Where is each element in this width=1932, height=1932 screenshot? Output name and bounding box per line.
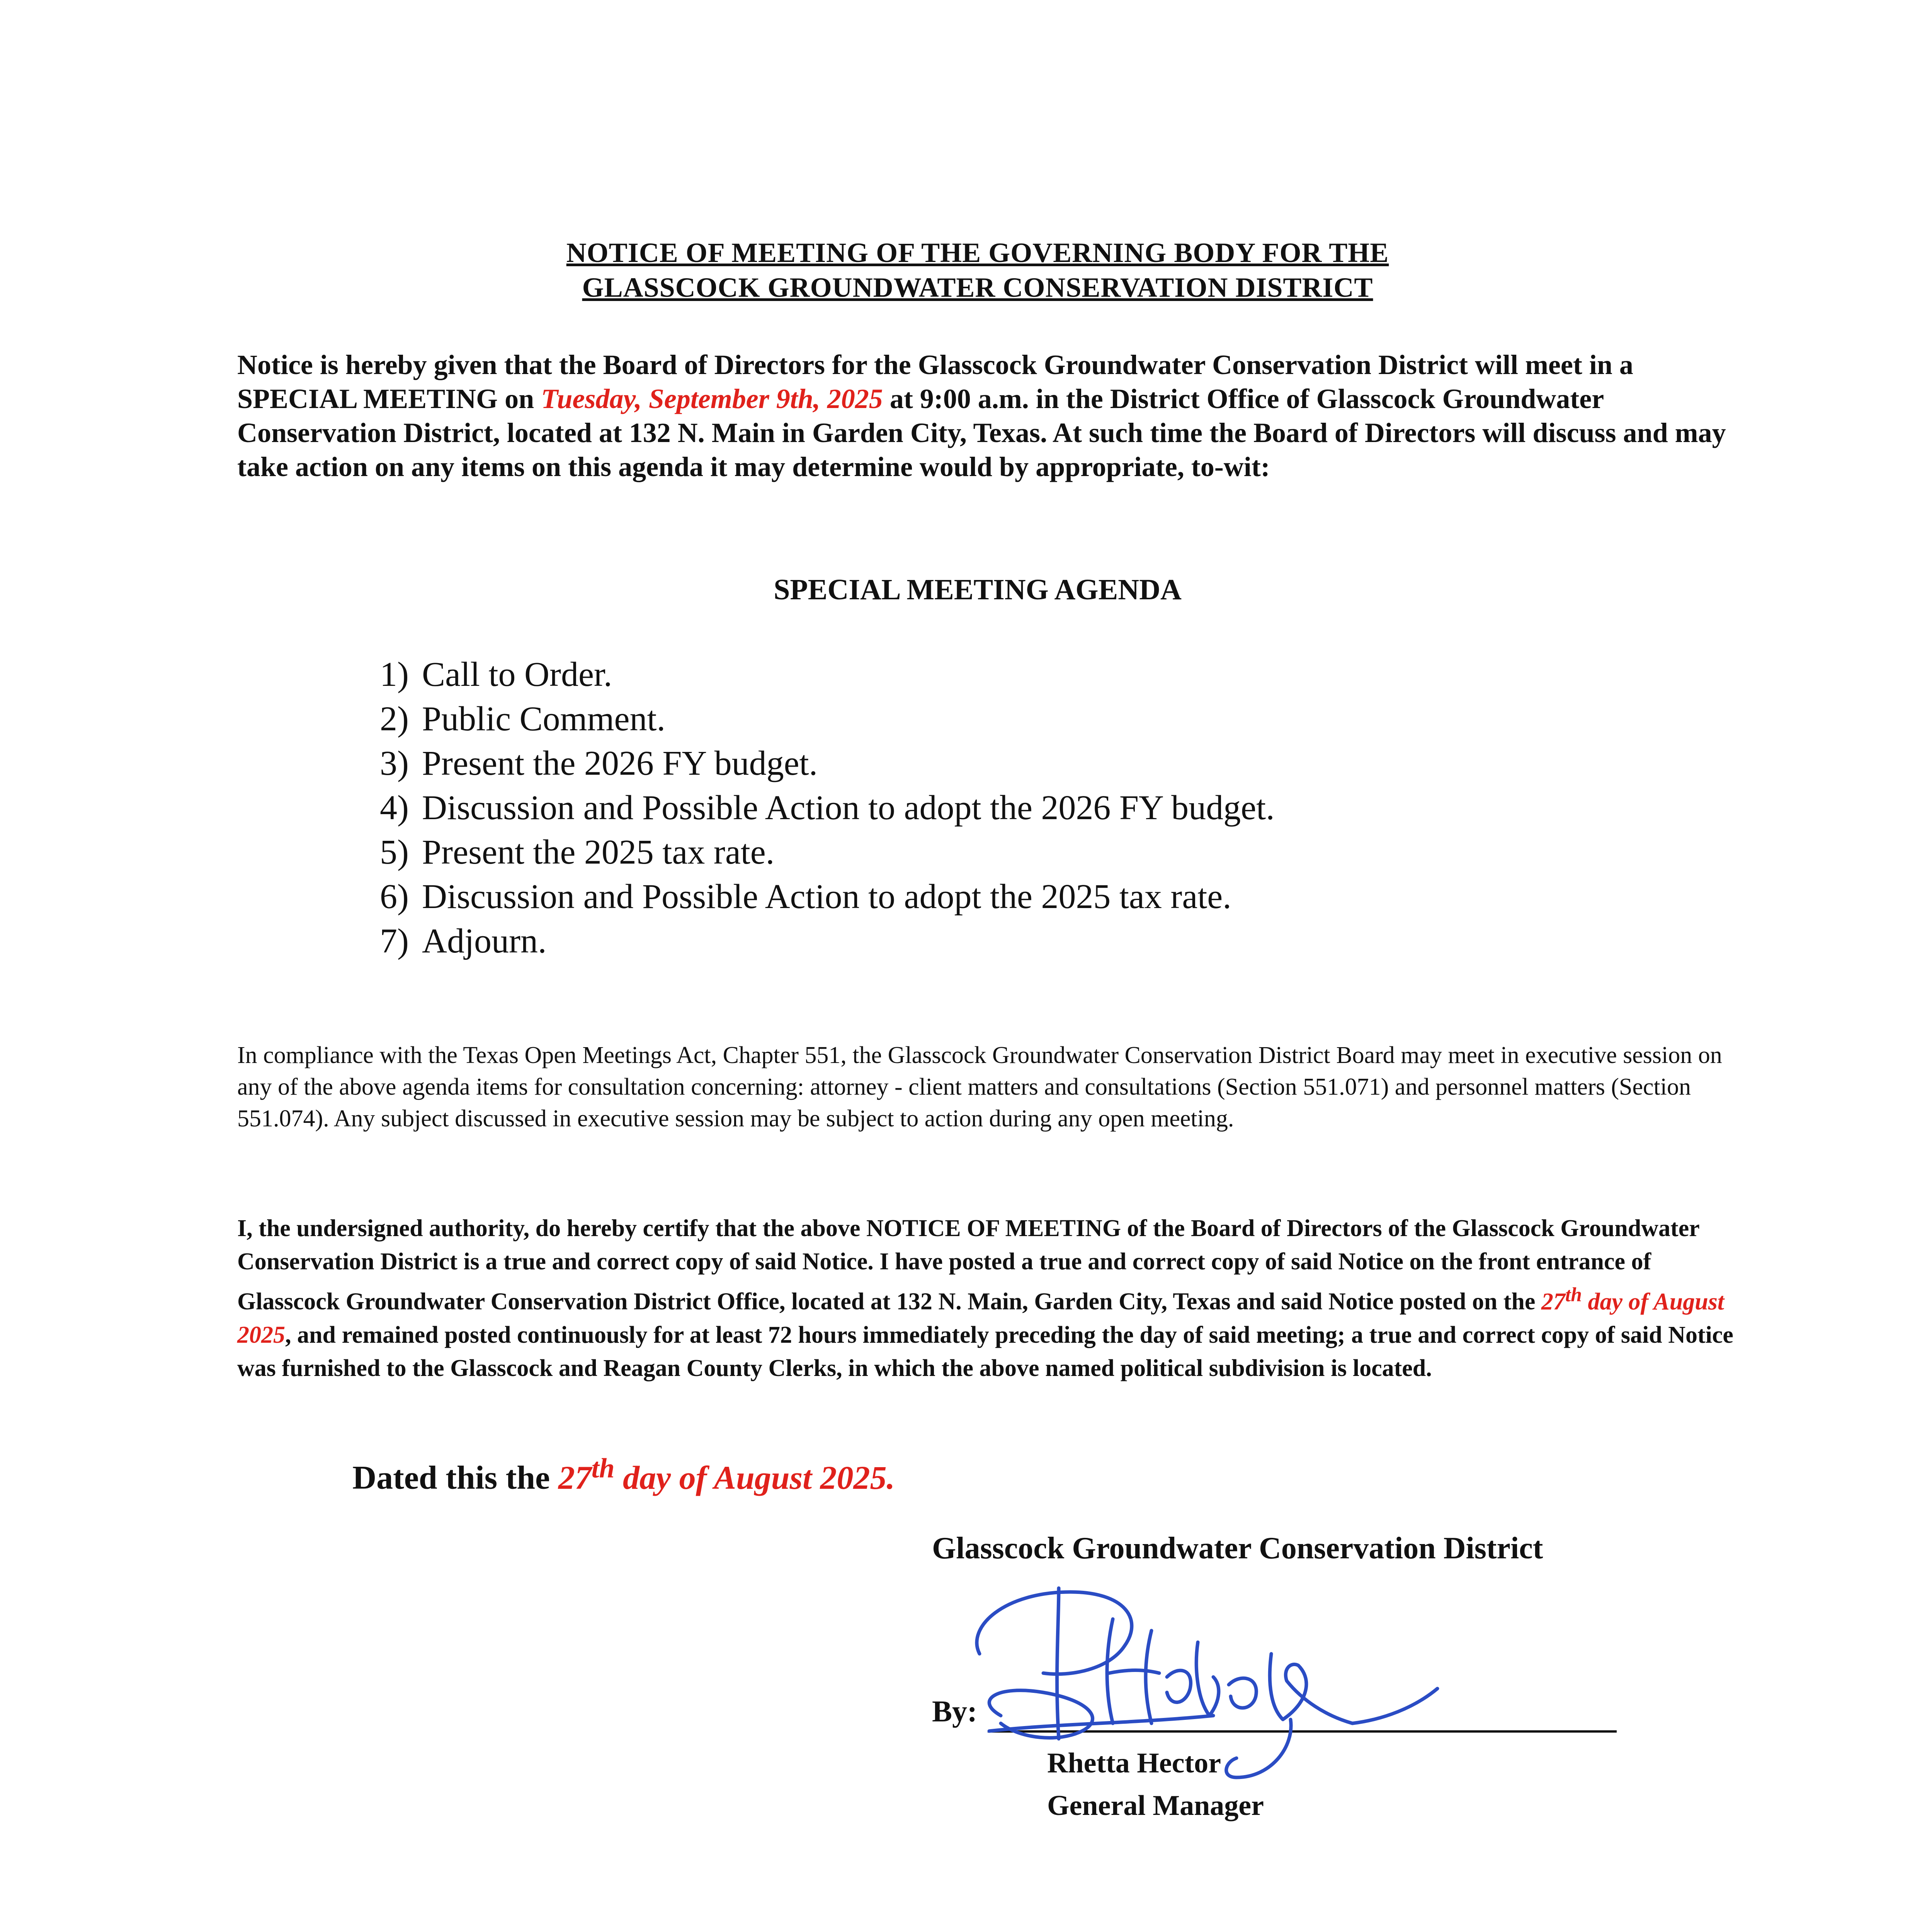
posted-day-suffix: th	[1565, 1284, 1582, 1306]
intro-at: at	[883, 383, 920, 414]
agenda-item-number: 7)	[380, 922, 409, 960]
intro-text-2: in the District Office of Glasscock Groundwater Conservation District, located at 132 N. Main in Garden City, Texas. At such time the Board of Directors will discuss and may take action on any items on this agenda it may determine would by appropriate, to-wit:	[237, 383, 1726, 482]
agenda-item	[351, 830, 1275, 874]
agenda-item	[351, 786, 1275, 830]
dated-prefix: Dated this the	[352, 1459, 558, 1496]
agenda-list	[351, 652, 1275, 963]
dated-date	[558, 1452, 895, 1496]
agenda-item	[351, 741, 1275, 786]
agenda-item-number: 5)	[380, 833, 409, 871]
agenda-item	[351, 652, 1275, 697]
agenda-heading: SPECIAL MEETING AGENDA	[774, 573, 1182, 606]
posted-day: 27	[1541, 1288, 1565, 1315]
dated-day-suffix: th	[591, 1452, 615, 1483]
signer-block	[1047, 1742, 1264, 1827]
certification-text-2: , and remained posted continuously for at least 72 hours immediately preceding the day of said meeting; a true and correct copy of said Notice was furnished to the Glasscock and Reagan County Clerks, in which the above named political subdivision is located.	[237, 1321, 1733, 1381]
signer-name: Rhetta Hector	[1047, 1747, 1221, 1779]
agenda-item	[351, 874, 1275, 919]
agenda-item-number: 4)	[380, 789, 409, 827]
agenda-item	[351, 919, 1275, 963]
meeting-date: Tuesday, September 9th, 2025	[541, 383, 883, 414]
meeting-time: 9:00 a.m.	[920, 383, 1029, 414]
posted-month-year: day of August 2025	[237, 1288, 1725, 1348]
agenda-item-text: Call to Order.	[422, 655, 612, 694]
agenda-item-text: Adjourn.	[422, 922, 547, 960]
notice-title-line2: GLASSCOCK GROUNDWATER CONSERVATION DISTRICT	[582, 272, 1373, 303]
signature-by-label: By:	[932, 1694, 977, 1728]
compliance-paragraph: In compliance with the Texas Open Meetings Act, Chapter 551, the Glasscock Groundwater Conservation District Board may meet in executive session on any of the above agenda items for consultation concerning: attorney - client matters and consultations (Section 551.071) and personnel matters (Section 551.074). Any subject discussed in executive session may be subject to action during any open meeting.	[237, 1042, 1722, 1132]
agenda-item	[351, 697, 1275, 741]
agenda-item-number: 3)	[380, 744, 409, 782]
agenda-item-text: Discussion and Possible Action to adopt the 2026 FY budget.	[422, 789, 1275, 827]
agenda-item-number: 2)	[380, 700, 409, 738]
agenda-item-number: 6)	[380, 878, 409, 916]
dated-line	[352, 1452, 895, 1497]
agenda-item-text: Present the 2026 FY budget.	[422, 744, 818, 782]
agenda-item-text: Public Comment.	[422, 700, 665, 738]
notice-title-line1: NOTICE OF MEETING OF THE GOVERNING BODY FOR THE	[566, 237, 1389, 268]
signature-organization: Glasscock Groundwater Conservation District	[932, 1531, 1543, 1565]
certification-text-1: I, the undersigned authority, do hereby certify that the above NOTICE OF MEETING of the Board of Directors of the Glasscock Groundwater Conservation District is a true and correct copy of said Notice. I have posted a true and correct copy of said Notice on the front entrance of Glasscock Groundwater Conservation District Office, located at 132 N. Main, Garden City, Texas and said Notice posted on the	[237, 1215, 1699, 1315]
agenda-item-number: 1)	[380, 655, 409, 694]
certification-paragraph	[237, 1212, 1752, 1385]
intro-text-1: Notice is hereby given that the Board of Directors for the Glasscock Groundwater Conservation District will meet in a SPECIAL MEETING on	[237, 349, 1633, 414]
agenda-item-text: Discussion and Possible Action to adopt the 2025 tax rate.	[422, 878, 1231, 916]
dated-day: 27	[558, 1459, 592, 1496]
agenda-item-text: Present the 2025 tax rate.	[422, 833, 775, 871]
signer-title: General Manager	[1047, 1790, 1264, 1821]
intro-paragraph	[237, 348, 1752, 484]
dated-suffix: day of August 2025.	[614, 1459, 895, 1496]
